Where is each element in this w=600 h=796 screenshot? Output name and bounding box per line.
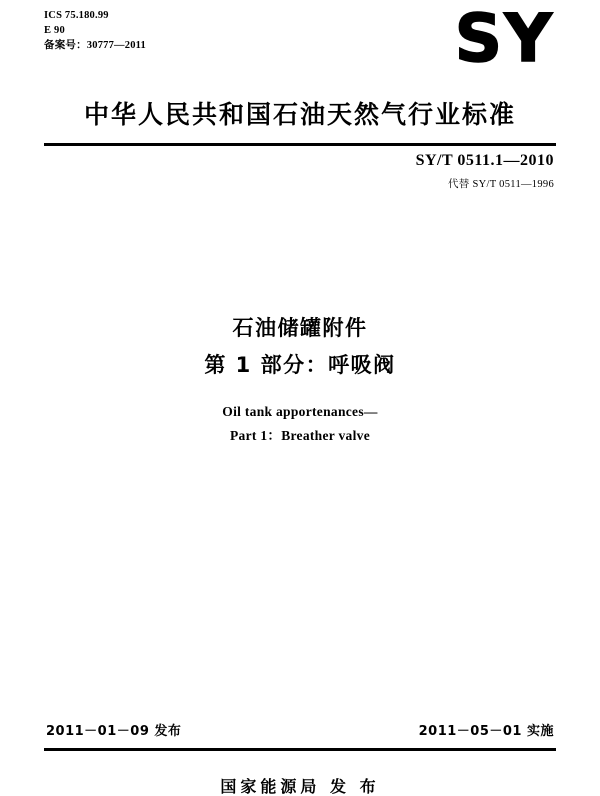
document-title-en [0,400,600,448]
document-title-en-line2: Part 1：Breather valve [229,428,370,443]
standard-series-title: 中华人民共和国石油天然气行业标准 [83,100,516,129]
publisher: 国家能源局 发 布 [220,777,380,796]
standard-number: SY/T 0511.1—2010 [415,152,554,169]
classification-code: E 90 [44,25,65,36]
issue-date: 2011－01－09 发布 [46,724,182,739]
footer-dates [46,720,554,739]
implement-date: 2011－05－01 实施 [418,724,554,739]
standard-replaces: 代替 SY/T 0511—1996 [447,179,554,190]
header-divider [44,143,556,146]
record-number: 备案号：30777—2011 [44,40,146,51]
sy-logo: SY [454,0,554,77]
document-title-cn-line2: 第 1 部分：呼吸阀 [204,353,396,377]
document-title-en-line1: Oil tank apportenances— [222,404,378,419]
document-title-cn [0,310,600,384]
header-codes [44,8,146,53]
ics-code: ICS 75.180.99 [44,10,109,21]
footer-divider [44,748,556,751]
document-title-cn-line1: 石油储罐附件 [232,316,368,340]
